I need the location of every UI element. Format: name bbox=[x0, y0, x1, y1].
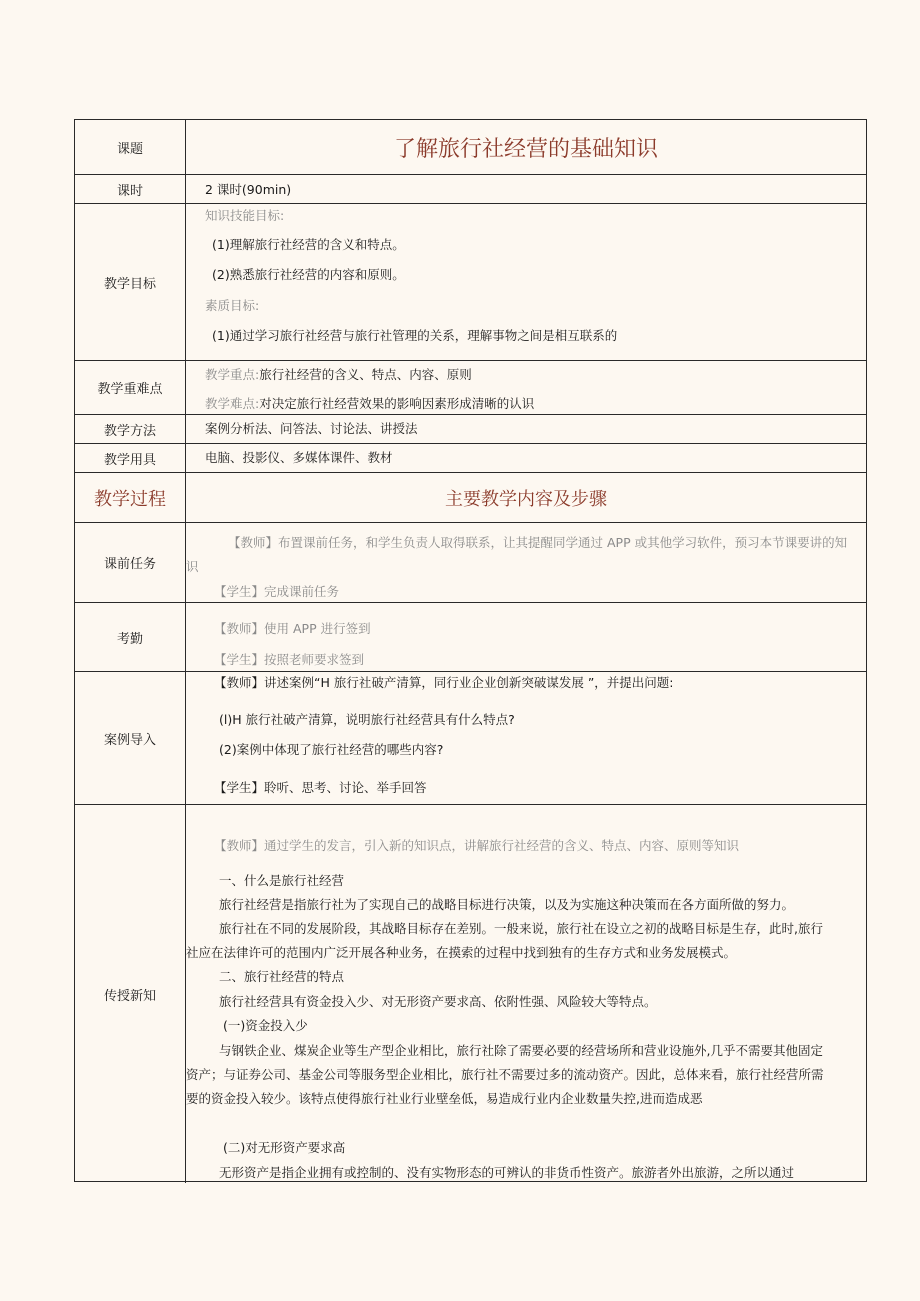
case-question-1: (l)H 旅行社破产清算，说明旅行社经营具有什么特点? bbox=[219, 712, 515, 727]
attendance-student: 【学生】按照老师要求签到 bbox=[214, 652, 365, 667]
key-point-prefix: 教学重点: bbox=[205, 367, 260, 382]
case-intro-row bbox=[75, 671, 866, 804]
difficult-point bbox=[205, 396, 534, 412]
paragraph-3: 旅行社经营具有资金投入少、对无形资产要求高、依附性强、风险较大等特点。 bbox=[219, 994, 657, 1009]
process-label: 教学过程 bbox=[75, 473, 186, 522]
knowledge-item-1: (1)理解旅行社经营的含义和特点。 bbox=[212, 237, 405, 252]
case-question-2: (2)案例中体现了旅行社经营的哪些内容? bbox=[219, 742, 444, 757]
case-intro-label: 案例导入 bbox=[75, 672, 186, 804]
section-heading-1: 一、什么是旅行社经营 bbox=[219, 873, 345, 888]
paragraph-2-line-2: 社应在法律许可的范围内广泛开展各种业务，在摸索的过程中找到独有的生存方式和业务发展模式。 bbox=[186, 945, 737, 960]
pre-task-teacher: 【教师】布置课前任务，和学生负责人取得联系，让其提醒同学通过 APP 或其他学习软件，预习本节课要讲的知 bbox=[228, 535, 848, 550]
lesson-plan-table bbox=[74, 119, 867, 1182]
case-intro-student: 【学生】聆听、思考、讨论、举手回答 bbox=[214, 780, 427, 795]
process-heading: 主要教学内容及步骤 bbox=[445, 488, 607, 510]
quality-heading: 素质目标: bbox=[205, 298, 260, 313]
hours-label: 课时 bbox=[75, 175, 186, 203]
knowledge-item-2: (2)熟悉旅行社经营的内容和原则。 bbox=[212, 267, 405, 282]
pre-task-teacher-cont: 识 bbox=[186, 559, 199, 574]
process-header-row bbox=[75, 472, 866, 522]
method-label: 教学方法 bbox=[75, 415, 186, 443]
knowledge-heading: 知识技能目标: bbox=[205, 208, 285, 223]
hours-value: 2 课时(90min) bbox=[205, 182, 292, 197]
topic-label: 课题 bbox=[75, 120, 186, 174]
pre-task-student: 【学生】完成课前任务 bbox=[214, 584, 340, 599]
key-points-row bbox=[75, 360, 866, 414]
attendance-row bbox=[75, 602, 866, 671]
tools-value: 电脑、投影仪、多媒体课件、教材 bbox=[205, 450, 393, 465]
paragraph-2-line-1: 旅行社在不同的发展阶段，其战略目标存在差别。一般来说，旅行社在设立之初的战略目标是生存，此时,旅行 bbox=[219, 921, 823, 936]
key-points-label: 教学重难点 bbox=[75, 361, 186, 414]
subheading-1: (一)资金投入少 bbox=[223, 1018, 308, 1033]
paragraph-4-line-1: 与钢铁企业、煤炭企业等生产型企业相比，旅行社除了需要必要的经营场所和营业设施外,几乎不需要其他固定 bbox=[219, 1043, 823, 1058]
key-point bbox=[205, 367, 472, 383]
quality-item-1: (1)通过学习旅行社经营与旅行社管理的关系，理解事物之间是相互联系的 bbox=[212, 328, 618, 343]
objectives-row bbox=[75, 203, 866, 360]
attendance-label: 考勤 bbox=[75, 603, 186, 671]
method-row bbox=[75, 414, 866, 443]
new-knowledge-row bbox=[75, 804, 866, 1183]
subheading-2: (二)对无形资产要求高 bbox=[223, 1140, 346, 1155]
difficult-point-prefix: 教学难点: bbox=[205, 396, 260, 411]
objectives-label: 教学目标 bbox=[75, 204, 186, 360]
new-knowledge-label: 传授新知 bbox=[75, 805, 186, 1183]
paragraph-4-line-2: 资产；与证券公司、基金公司等服务型企业相比，旅行社不需要过多的流动资产。因此，总体来看，旅行社经营所需 bbox=[186, 1067, 824, 1082]
pre-task-label: 课前任务 bbox=[75, 523, 186, 602]
topic-row bbox=[75, 120, 866, 174]
key-point-text: 旅行社经营的含义、特点、内容、原则 bbox=[259, 367, 472, 382]
tools-label: 教学用具 bbox=[75, 444, 186, 472]
hours-row bbox=[75, 174, 866, 203]
paragraph-4-line-3: 要的资金投入较少。该特点使得旅行社业行业壁垒低，易造成行业内企业数量失控,进而造成恶 bbox=[186, 1091, 703, 1106]
new-knowledge-teacher: 【教师】通过学生的发言，引入新的知识点，讲解旅行社经营的含义、特点、内容、原则等知识 bbox=[214, 838, 740, 853]
method-value: 案例分析法、问答法、讨论法、讲授法 bbox=[205, 421, 418, 436]
pre-task-row bbox=[75, 522, 866, 602]
attendance-teacher: 【教师】使用 APP 进行签到 bbox=[214, 621, 371, 636]
difficult-point-text: 对决定旅行社经营效果的影响因素形成清晰的认识 bbox=[259, 396, 535, 411]
paragraph-5: 无形资产是指企业拥有或控制的、没有实物形态的可辨认的非货币性资产。旅游者外出旅游，之所以通过 bbox=[219, 1165, 795, 1180]
paragraph-1: 旅行社经营是指旅行社为了实现自己的战略目标进行决策，以及为实施这种决策而在各方面所做的努力。 bbox=[219, 897, 795, 912]
section-heading-2: 二、旅行社经营的特点 bbox=[219, 969, 345, 984]
lesson-title: 了解旅行社经营的基础知识 bbox=[393, 136, 658, 162]
case-intro-teacher: 【教师】讲述案例“H 旅行社破产清算，同行业企业创新突破谋发展 ”，并提出问题: bbox=[214, 675, 674, 690]
tools-row bbox=[75, 443, 866, 472]
